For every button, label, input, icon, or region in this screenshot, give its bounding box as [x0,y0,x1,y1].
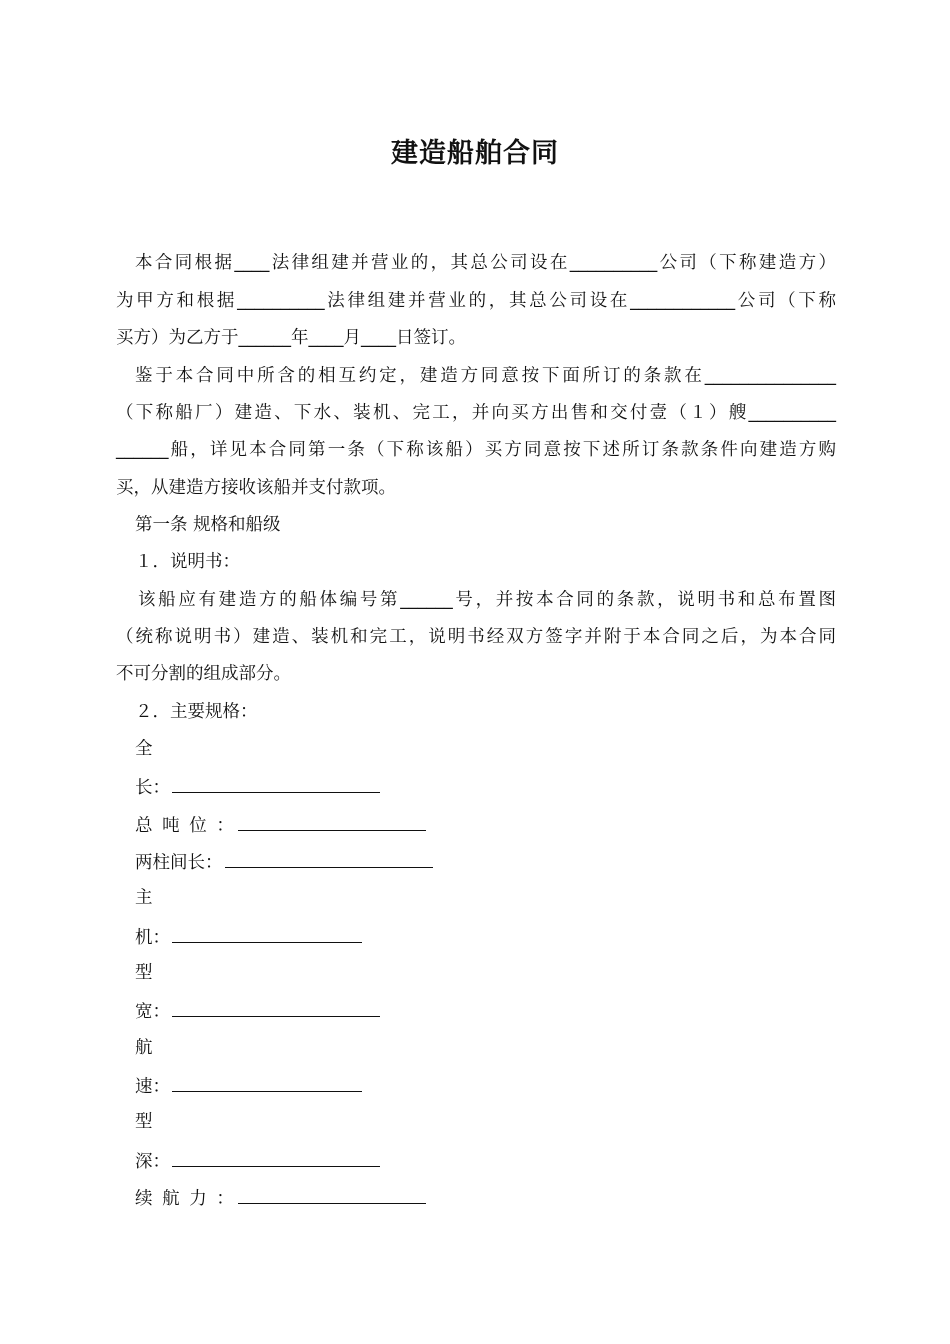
paragraph-3-line-3: 不可分割的组成部分。 [116,664,291,684]
spec-speed-blank [172,1073,362,1092]
spec-gross-tonnage-blank [238,812,426,831]
spec-depth [135,1148,380,1174]
paragraph-1-line-3: 买方）为乙方于______年____月____日签订。 [116,328,466,348]
section-2-heading: ２．主要规格： [135,702,258,722]
spec-gross-tonnage [135,812,426,838]
spec-main-engine-label: 机： [135,928,170,948]
spec-main-engine [135,924,362,950]
spec-overall-length [135,774,380,800]
spec-speed [135,1073,362,1099]
spec-speed-label: 速： [135,1077,170,1097]
spec-depth-blank [172,1148,380,1167]
document-title: 建造船舶合同 [391,138,559,169]
spec-length-between-perpendiculars-label: 两柱间长： [135,853,223,873]
spec-label-xing-1: 型 [135,963,153,983]
paragraph-2-line-4: 买，从建造方接收该船并支付款项。 [116,478,396,498]
spec-endurance [135,1185,426,1211]
spec-overall-length-label: 长： [135,778,170,798]
spec-depth-label: 深： [135,1152,170,1172]
spec-endurance-label: 续航力： [135,1189,244,1209]
spec-main-engine-blank [172,924,362,943]
paragraph-3-line-2: （统称说明书）建造、装机和完工，说明书经双方签字并附于本合同之后，为本合同 [116,627,836,647]
paragraph-2-line-2: （下称船厂）建造、下水、装机、完工，并向买方出售和交付壹（１）艘__________ [116,403,836,423]
spec-endurance-blank [238,1185,426,1204]
paragraph-2-line-1: 鉴于本合同中所含的相互约定，建造方同意按下面所订的条款在_______________ [135,366,836,386]
spec-label-quan: 全 [135,739,153,759]
paragraph-3-line-1: 该船应有建造方的船体编号第______号，并按本合同的条款，说明书和总布置图 [138,590,836,610]
spec-gross-tonnage-label: 总吨位： [135,816,244,836]
spec-label-zhu: 主 [135,888,153,908]
paragraph-2-line-3: ______船，详见本合同第一条（下称该船）买方同意按下述所订条款条件向建造方购 [116,440,836,460]
article-1-heading: 第一条 规格和船级 [135,515,281,535]
spec-length-between-perpendiculars-blank [225,849,433,868]
spec-breadth-label: 宽： [135,1002,170,1022]
section-1-heading: １．说明书： [135,552,240,572]
spec-overall-length-blank [172,774,380,793]
spec-label-hang: 航 [135,1038,153,1058]
spec-breadth [135,998,380,1024]
paragraph-1-line-1: 本合同根据____法律组建并营业的，其总公司设在__________公司（下称建造方） [135,253,836,273]
paragraph-1-line-2: 为甲方和根据__________法律组建并营业的，其总公司设在____________公司（下称 [116,291,836,311]
spec-length-between-perpendiculars [135,849,433,875]
spec-label-xing-2: 型 [135,1112,153,1132]
spec-breadth-blank [172,998,380,1017]
